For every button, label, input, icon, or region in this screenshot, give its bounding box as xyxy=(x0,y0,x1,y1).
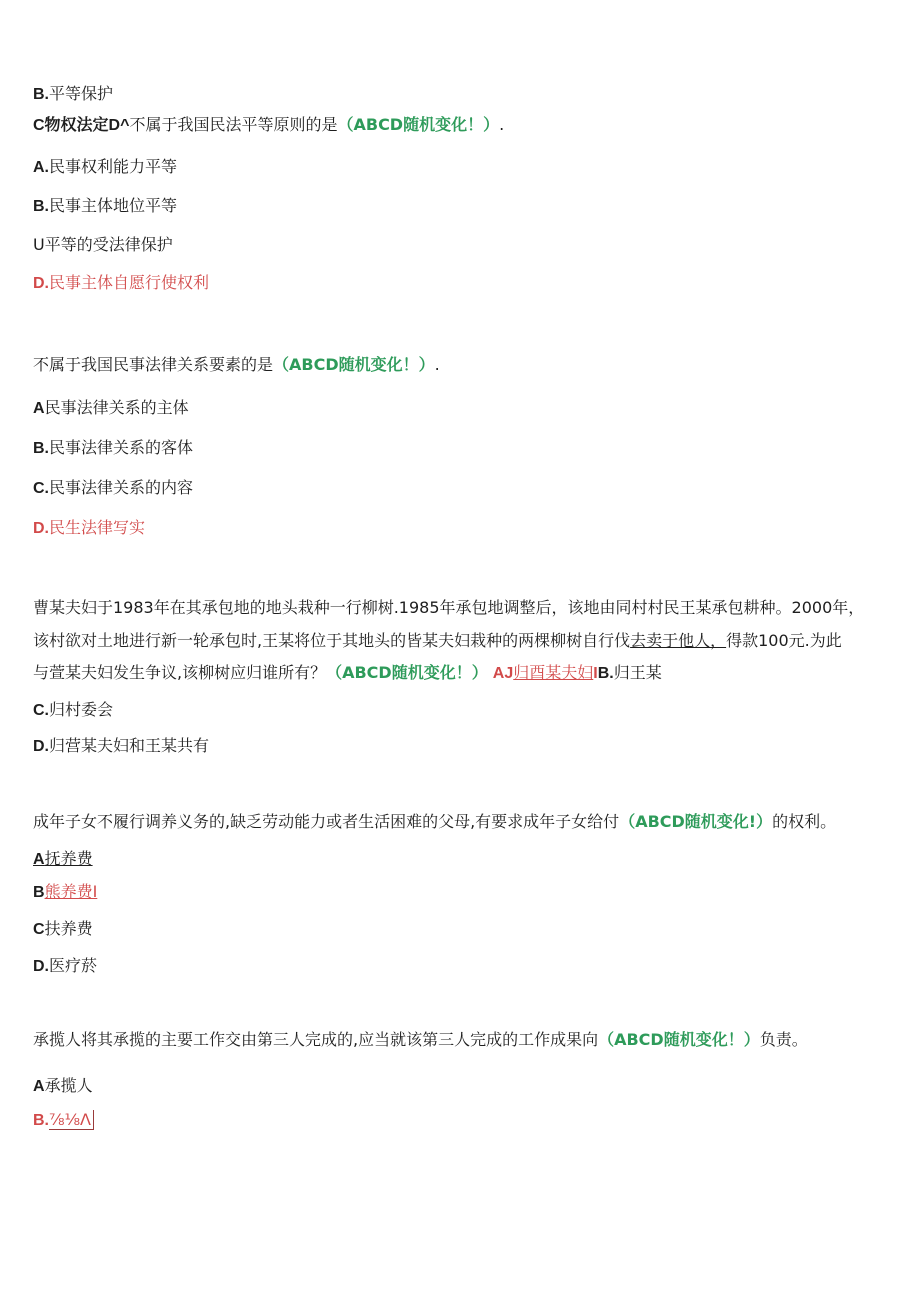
option-text: 扶养费 xyxy=(44,919,93,938)
option-text: 归营某夫妇和王某共有 xyxy=(49,736,210,755)
option-text: 归王某 xyxy=(613,663,662,682)
q3-option-c xyxy=(33,477,193,500)
q6-option-a xyxy=(33,1075,93,1098)
option-text: 医疗菸 xyxy=(49,956,98,975)
option-label: D. xyxy=(33,275,49,292)
option-text-answer: 熊养费I xyxy=(44,882,98,901)
q2-stem xyxy=(33,114,504,137)
random-marker: （ABCD随机变化!） xyxy=(619,812,773,831)
stem-text: 不属于我国民法平等原则的是 xyxy=(129,115,338,134)
stem-end: 的权利。 xyxy=(772,812,837,831)
stem-text: 该村欲对土地进行新一轮承包时,王某将位于其地头的皆某夫妇栽种的两棵柳树自行伐 xyxy=(33,631,631,650)
q4-stem-line2 xyxy=(33,630,842,652)
random-marker: （ABCD随机变化！） xyxy=(326,663,488,682)
q5-stem xyxy=(33,811,836,833)
stem-text: 与萱某夫妇发生争议,该柳树应归谁所有？ xyxy=(33,663,327,682)
option-text: U平等的受法律保护 xyxy=(33,235,173,254)
option-label: B. xyxy=(33,1112,49,1129)
q5-option-b xyxy=(33,881,97,904)
option-text: 平等保护 xyxy=(49,84,114,103)
q4-stem-line3 xyxy=(33,662,662,685)
stem-text: 不属于我国民事法律关系要素的是 xyxy=(33,355,274,374)
option-text-answer: ⅞⅛Λ xyxy=(49,1110,94,1130)
stem-text: 成年子女不履行调养义务的,缺乏劳动能力或者生活困难的父母,有要求成年子女给付 xyxy=(33,812,620,831)
q4-stem-line1 xyxy=(33,597,864,619)
option-text-answer: 归酉某夫妇 xyxy=(513,663,594,682)
q5-option-c xyxy=(33,918,93,941)
option-text: 民事主体地位平等 xyxy=(49,196,178,215)
option-text-answer: 民事主体自愿行使权利 xyxy=(49,273,210,292)
q3-stem xyxy=(33,354,440,376)
option-text-answer: 民生法律写实 xyxy=(49,518,146,537)
stem-text: 曹某夫妇于1983年在其承包地的地头栽种一行柳树.1985年承包地调整后，该地由同村村民王某承包耕种。2000年， xyxy=(33,598,865,617)
random-marker: （ABCD随机变化！） xyxy=(273,355,435,374)
stem-end: . xyxy=(499,115,505,134)
option-label: D. xyxy=(33,520,49,537)
option-text: 民事法律关系的主体 xyxy=(44,398,189,417)
q4-option-d xyxy=(33,735,209,758)
option-label: C xyxy=(33,921,45,938)
q5-option-a xyxy=(33,848,93,871)
stem-end: . xyxy=(434,355,440,374)
option-label: B. xyxy=(33,440,49,457)
option-label: AJ xyxy=(492,665,514,682)
stem-prefix: C物权法定D^ xyxy=(33,117,130,134)
option-label: A. xyxy=(33,159,49,176)
q3-option-d xyxy=(33,517,145,540)
q2-option-b xyxy=(33,195,177,218)
option-label: A xyxy=(33,1078,45,1095)
stem-text: 承揽人将其承揽的主要工作交由第三人完成的,应当就该第三人完成的工作成果向 xyxy=(33,1030,599,1049)
option-label: B. xyxy=(33,86,49,103)
option-label: B. xyxy=(33,198,49,215)
q2-option-c xyxy=(33,234,173,256)
q2-option-a xyxy=(33,156,177,179)
q3-option-a xyxy=(33,397,189,420)
option-label: A xyxy=(33,851,45,868)
option-text: 承揽人 xyxy=(44,1076,93,1095)
stem-text: 得款100元.为此 xyxy=(726,631,842,650)
q6-option-b xyxy=(33,1109,94,1132)
random-marker: （ABCD随机变化！） xyxy=(337,115,500,134)
random-marker: （ABCD随机变化！） xyxy=(598,1030,760,1049)
option-label: D. xyxy=(33,738,49,755)
option-text: 民事法律关系的内容 xyxy=(49,478,194,497)
option-label: C. xyxy=(33,702,49,719)
option-label: C. xyxy=(33,480,49,497)
stem-end: 负责。 xyxy=(759,1030,808,1049)
q1-option-b xyxy=(33,83,113,106)
q2-option-d xyxy=(33,272,209,295)
option-mark: I xyxy=(593,665,598,682)
option-label: A xyxy=(33,400,45,417)
q3-option-b xyxy=(33,437,193,460)
option-label: D. xyxy=(33,958,49,975)
q5-option-d xyxy=(33,955,97,978)
option-label: B xyxy=(33,884,45,901)
option-text: 民事权利能力平等 xyxy=(49,157,178,176)
underlined-text: 去卖于他人， xyxy=(630,631,727,650)
option-text: 抚养费 xyxy=(44,849,93,868)
option-text: 民事法律关系的客体 xyxy=(49,438,194,457)
q4-option-c xyxy=(33,699,113,722)
q6-stem xyxy=(33,1029,808,1051)
option-label: B. xyxy=(597,665,614,682)
option-text: 归村委会 xyxy=(49,700,114,719)
